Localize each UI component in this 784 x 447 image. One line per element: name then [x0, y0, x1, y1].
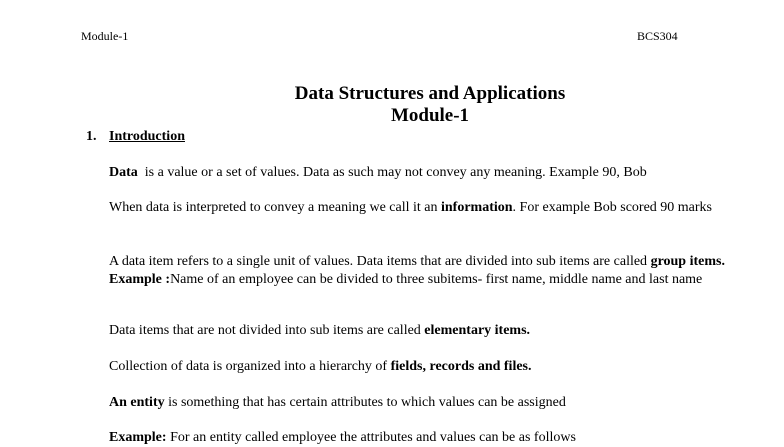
paragraph-information-definition [109, 199, 749, 217]
paragraph-elementary-items [109, 322, 749, 340]
header-module: Module-1 [81, 29, 129, 43]
section-number: 1. [86, 129, 97, 144]
paragraph-text: is a value or a set of values. Data as such may not convey any meaning. Example 90, Bob [137, 165, 647, 180]
document-subtitle: Module-1 [390, 105, 470, 126]
term-entity: An entity [109, 395, 165, 410]
paragraph-text: A data item refers to a single unit of values. Data items that are divided into sub items are called [109, 254, 651, 269]
paragraph-text: For an entity called employee the attributes and values can be as follows [166, 430, 576, 445]
section-title: Introduction [109, 129, 185, 144]
paragraph-text: Data items that are not divided into sub items are called [109, 323, 425, 338]
term-example: Example: [109, 430, 167, 445]
paragraph-text: When data is interpreted to convey a meaning we call it an [109, 200, 441, 215]
paragraph-group-items [109, 253, 749, 288]
term-fields-records-files: fields, records and files. [390, 359, 532, 374]
paragraph-entity [109, 394, 749, 412]
header-course-code: BCS304 [637, 29, 678, 43]
paragraph-example [109, 429, 749, 447]
document-title: Data Structures and Applications [294, 83, 566, 104]
paragraph-data-definition [109, 164, 749, 182]
paragraph-text: Collection of data is organized into a hierarchy of [109, 359, 391, 374]
paragraph-text: . For example Bob scored 90 marks [512, 200, 713, 215]
term-data: Data [109, 165, 138, 180]
paragraph-text: is something that has certain attributes to which values can be assigned [164, 395, 566, 410]
term-group-items: group items. Example : [109, 254, 725, 287]
paragraph-text: Name of an employee can be divided to three subitems- first name, middle name and last name [170, 271, 703, 287]
term-information: information [440, 200, 513, 215]
term-elementary-items: elementary items. [424, 323, 531, 338]
paragraph-hierarchy [109, 358, 749, 376]
